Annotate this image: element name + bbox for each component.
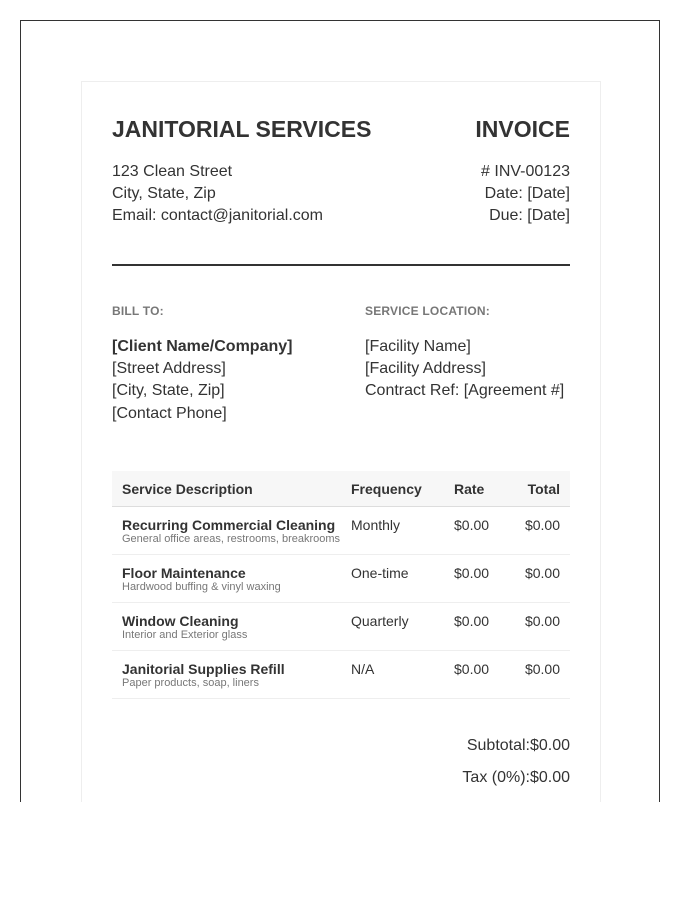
col-header-description: Service Description [112, 471, 341, 507]
table-row [112, 555, 570, 603]
total-cell: $0.00 [518, 651, 570, 699]
service-detail: General office areas, restrooms, breakrooms [122, 533, 341, 545]
rate-cell: $0.00 [444, 507, 518, 555]
rate-cell: $0.00 [444, 603, 518, 651]
invoice-date: Date: [Date] [484, 185, 570, 202]
frequency-cell: N/A [341, 651, 444, 699]
tax-label: Tax (0%): [462, 769, 530, 786]
service-name: Recurring Commercial Cleaning [122, 517, 336, 533]
service-description-cell [112, 651, 341, 699]
table-row [112, 507, 570, 555]
rate-cell: $0.00 [444, 555, 518, 603]
invoice-number: # INV-00123 [481, 163, 570, 180]
company-street: 123 Clean Street [112, 163, 233, 180]
company-email: Email: contact@janitorial.com [112, 207, 323, 224]
service-name: Floor Maintenance [122, 565, 246, 581]
service-name: Janitorial Supplies Refill [122, 661, 285, 677]
service-detail: Paper products, soap, liners [122, 677, 259, 689]
service-location-label: SERVICE LOCATION: [365, 304, 490, 318]
total-cell: $0.00 [518, 555, 570, 603]
col-header-frequency: Frequency [341, 471, 444, 507]
subtotal-label: Subtotal: [466, 737, 530, 754]
frequency-cell: Quarterly [341, 603, 444, 651]
table-row [112, 603, 570, 651]
service-description-cell [112, 555, 341, 603]
service-description-cell [112, 603, 341, 651]
services-table [112, 471, 570, 699]
company-name: JANITORIAL SERVICES [112, 116, 372, 142]
service-detail: Interior and Exterior glass [122, 629, 248, 641]
total-cell: $0.00 [518, 507, 570, 555]
client-phone: [Contact Phone] [112, 405, 227, 422]
col-header-total: Total [518, 471, 570, 507]
facility-address: [Facility Address] [365, 360, 486, 377]
table-header-row [112, 471, 570, 507]
facility-name: [Facility Name] [365, 338, 471, 355]
document-title: INVOICE [475, 116, 570, 142]
col-header-rate: Rate [444, 471, 518, 507]
service-name: Window Cleaning [122, 613, 239, 629]
rate-cell: $0.00 [444, 651, 518, 699]
client-street: [Street Address] [112, 360, 226, 377]
table-row [112, 651, 570, 699]
frequency-cell: Monthly [341, 507, 444, 555]
subtotal-value: $0.00 [529, 737, 570, 754]
service-description-cell [112, 507, 341, 555]
contract-reference: Contract Ref: [Agreement #] [365, 382, 565, 399]
company-city: City, State, Zip [112, 185, 216, 202]
total-cell: $0.00 [518, 603, 570, 651]
frequency-cell: One-time [341, 555, 444, 603]
client-city: [City, State, Zip] [112, 382, 225, 399]
bill-to-label: BILL TO: [112, 304, 164, 318]
invoice-due-date: Due: [Date] [489, 207, 570, 224]
service-detail: Hardwood buffing & vinyl waxing [122, 581, 281, 593]
header-divider [112, 264, 570, 266]
client-name: [Client Name/Company] [112, 338, 293, 355]
tax-value: $0.00 [529, 769, 570, 786]
